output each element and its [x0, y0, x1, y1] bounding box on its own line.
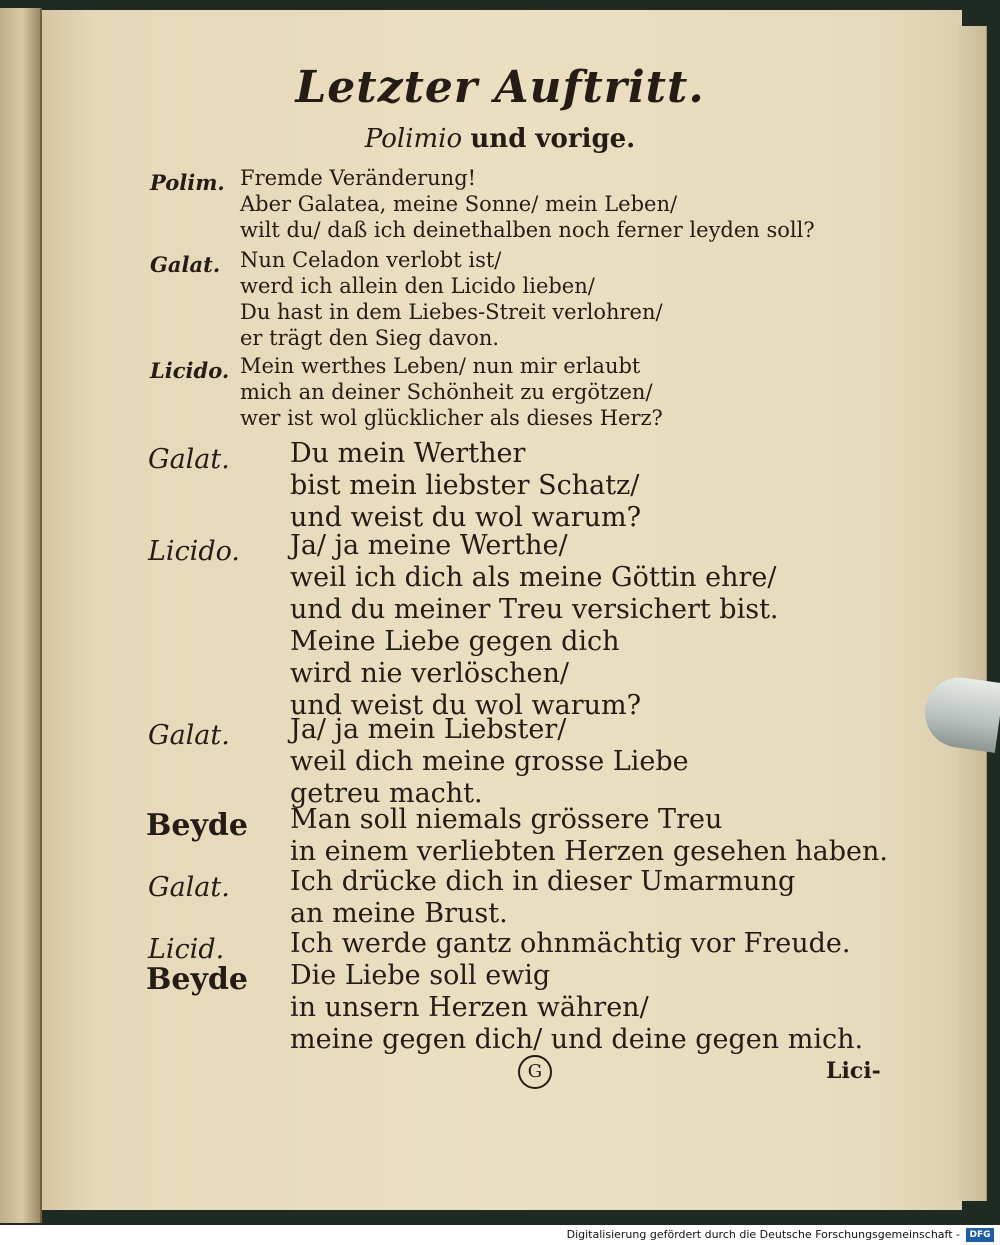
page-subtitle: [0, 124, 1000, 154]
dialogue-line: Ich werde gantz ohnmächtig vor Freude.: [290, 928, 851, 959]
subtitle-rest: und vorige.: [470, 124, 636, 154]
dialogue-line: getreu macht.: [290, 778, 483, 809]
page-title: Letzter Auftritt.: [295, 62, 705, 113]
dialogue-line: wer ist wol glücklicher als dieses Herz?: [240, 406, 663, 430]
speaker-label: Galat.: [150, 252, 221, 277]
dialogue-line: Mein werthes Leben/ nun mir erlaubt: [240, 354, 641, 378]
dialogue-line: weil ich dich als meine Göttin ehre/: [290, 562, 777, 593]
dfg-logo-icon: DFG: [966, 1228, 994, 1242]
footer-credit: Digitalisierung gefördert durch die Deutsche Forschungsgemeinschaft -: [566, 1228, 960, 1241]
dialogue-line: Aber Galatea, meine Sonne/ mein Leben/: [240, 192, 678, 216]
dialogue-line: Man soll niemals grössere Treu: [290, 804, 723, 835]
speaker-label: Beyde: [146, 808, 248, 843]
dialogue-line: bist mein liebster Schatz/: [290, 470, 640, 501]
dialogue-line: er trägt den Sieg davon.: [240, 326, 500, 350]
speaker-label: Licido.: [150, 358, 230, 383]
dialogue-line: weil dich meine grosse Liebe: [290, 746, 689, 777]
footer-bar: [0, 1225, 1000, 1245]
speaker-label: Polim.: [150, 170, 225, 195]
dialogue-line: Du mein Werther: [290, 438, 526, 469]
dialogue-line: mich an deiner Schönheit zu ergötzen/: [240, 380, 653, 404]
dialogue-line: Ich drücke dich in dieser Umarmung: [290, 866, 796, 897]
dialogue-line: Fremde Veränderung!: [240, 166, 477, 190]
dialogue-line: wilt du/ daß ich deinethalben noch ferner leyden soll?: [240, 218, 815, 242]
dialogue-line: werd ich allein den Licido lieben/: [240, 274, 595, 298]
speaker-label: Licid.: [148, 934, 225, 965]
signature-mark: G: [518, 1055, 552, 1089]
speaker-label: Galat.: [148, 872, 230, 903]
dialogue-line: und weist du wol warum?: [290, 502, 642, 533]
speaker-label: Galat.: [148, 720, 230, 751]
dialogue-line: meine gegen dich/ und deine gegen mich.: [290, 1024, 864, 1055]
dialogue-line: Nun Celadon verlobt ist/: [240, 248, 502, 272]
dialogue-line: Ja/ ja mein Liebster/: [290, 714, 567, 745]
dialogue-line: an meine Brust.: [290, 898, 508, 929]
speaker-label: Beyde: [146, 962, 248, 997]
speaker-label: Galat.: [148, 444, 230, 475]
dialogue-line: Ja/ ja meine Werthe/: [290, 530, 568, 561]
page-stack-edge: [958, 26, 987, 1201]
subtitle-name: Polimio: [364, 124, 463, 154]
dialogue-line: und du meiner Treu versichert bist.: [290, 594, 779, 625]
speaker-label: Licido.: [148, 536, 240, 567]
dialogue-line: und weist du wol warum?: [290, 690, 642, 721]
dialogue-line: Die Liebe soll ewig: [290, 960, 551, 991]
dialogue-line: in unsern Herzen währen/: [290, 992, 649, 1023]
dialogue-line: Meine Liebe gegen dich: [290, 626, 620, 657]
dialogue-line: in einem verliebten Herzen gesehen haben.: [290, 836, 889, 867]
dialogue-line: Du hast in dem Liebes-Streit verlohren/: [240, 300, 663, 324]
dialogue-line: wird nie verlöschen/: [290, 658, 569, 689]
left-page-edge: [0, 8, 42, 1223]
catchword: Lici-: [826, 1058, 881, 1084]
